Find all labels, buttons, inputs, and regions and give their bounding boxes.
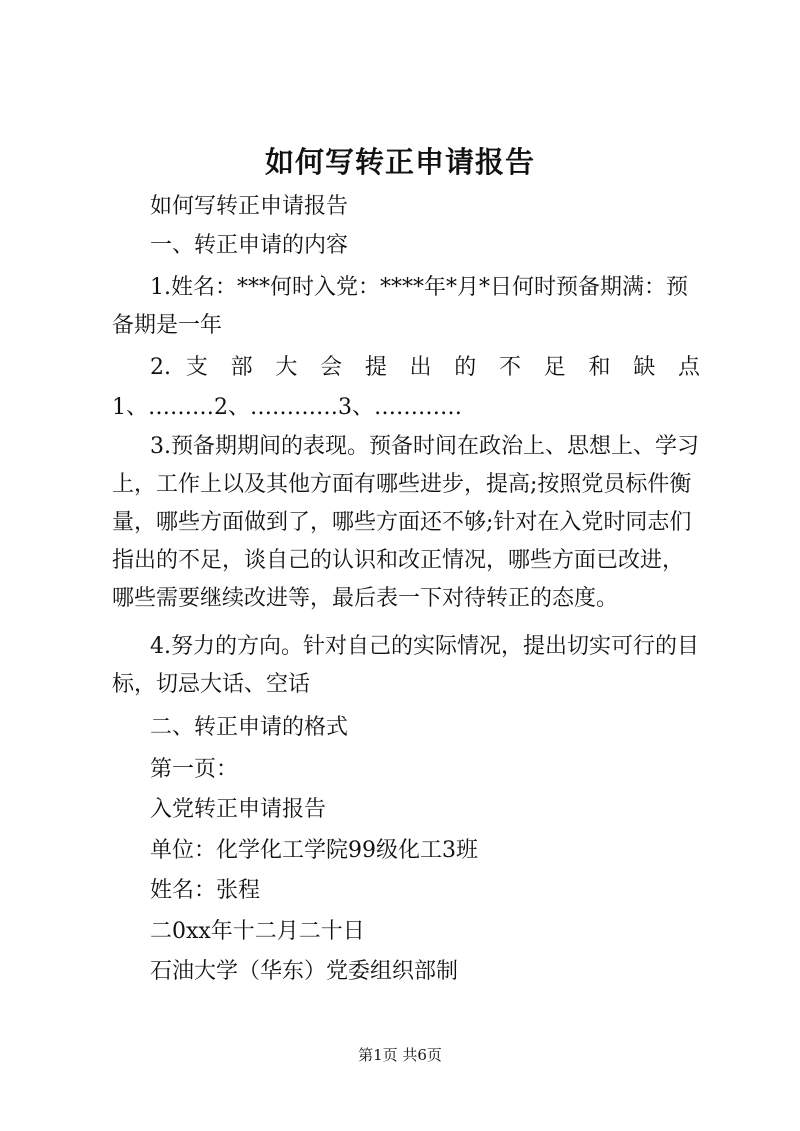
paragraph-name: 姓名：张程 <box>150 878 261 903</box>
paragraph-unit: 单位：化学化工学院99级化工3班 <box>150 838 478 863</box>
paragraph-section-two: 二、转正申请的格式 <box>150 715 349 740</box>
paragraph-date: 二0xx年十二月二十日 <box>150 919 365 944</box>
paragraph-first-page: 第一页： <box>150 757 239 782</box>
paragraph-section-one: 一、转正申请的内容 <box>150 233 349 258</box>
paragraph-item-2: 2. 支 部 大 会 提 出 的 不 足 和 缺 点 <box>150 355 700 380</box>
paragraph-item-3: 3.预备期期间的表现。预备时间在政治上、思想上、学习上，工作上以及其他方面有哪些进步，提高;按照党员标件衡量，哪些方面做到了，哪些方面还不够;针对在入党时同志们指出的不足，谈自己的认识和改正情况，哪些方面已改进，哪些需要继续改进等，最后表一下对待转正的态度。 <box>112 434 699 611</box>
paragraph-item-2-list: 1、………2、…………3、………… <box>112 395 462 420</box>
page-footer: 第1页 共6页 <box>358 1046 442 1064</box>
paragraph-report-title: 入党转正申请报告 <box>150 797 327 822</box>
paragraph-item-4: 4.努力的方向。针对自己的实际情况，提出切实可行的目标，切忌大话、空话 <box>112 634 699 697</box>
paragraph-heading-repeat: 如何写转正申请报告 <box>150 194 349 219</box>
document-title: 如何写转正申请报告 <box>264 145 535 179</box>
paragraph-organization: 石油大学（华东）党委组织部制 <box>150 959 459 984</box>
paragraph-item-1: 1.姓名：***何时入党：****年*月*日何时预备期满：预备期是一年 <box>112 275 688 338</box>
